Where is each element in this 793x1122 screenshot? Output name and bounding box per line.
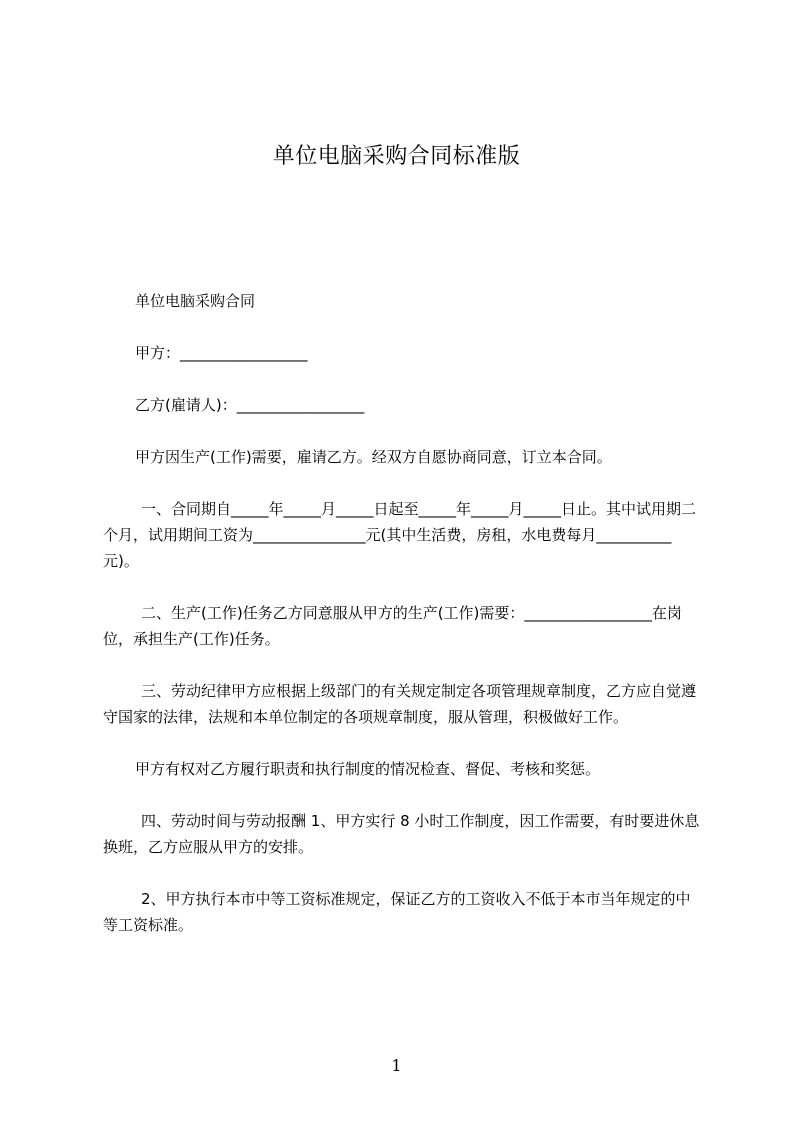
paragraph-wage-standard: 2、甲方执行本市中等工资标准规定，保证乙方的工资收入不低于本市当年规定的中等工资标准。: [103, 890, 691, 934]
paragraph-party-a: 甲方：_________________: [135, 344, 308, 362]
document-title: 单位电脑采购合同标准版: [272, 144, 521, 169]
paragraph-preamble: 甲方因生产(工作)需要，雇请乙方。经双方自愿协商同意，订立本合同。: [135, 448, 612, 466]
paragraph-inspection-rights: 甲方有权对乙方履行职责和执行制度的情况检查、督促、考核和奖惩。: [135, 760, 601, 778]
paragraph-work-task: 二、生产(工作)任务乙方同意服从甲方的生产(工作)需要：_________________在岗位，承担生产(工作)任务。: [103, 604, 682, 648]
paragraph-contract-term: 一、合同期自_____年_____月_____日起至_____年_____月_____日止。其中试用期二个月，试用期间工资为_______________元(其中生活费，房租，水电费每月__________元)。: [103, 500, 697, 570]
paragraph-work-hours: 四、劳动时间与劳动报酬 1、甲方实行 8 小时工作制度，因工作需要，有时要进休息换班，乙方应服从甲方的安排。: [103, 812, 700, 856]
page-number: 1: [391, 1056, 402, 1075]
paragraph-labor-discipline: 三、劳动纪律甲方应根据上级部门的有关规定制定各项管理规章制度，乙方应自觉遵守国家的法律，法规和本单位制定的各项规章制度，服从管理，积极做好工作。: [103, 682, 697, 726]
paragraph-contract-heading: 单位电脑采购合同: [135, 292, 256, 310]
paragraph-party-b: 乙方(雇请人)：_________________: [135, 396, 365, 414]
document-body: [103, 288, 703, 938]
